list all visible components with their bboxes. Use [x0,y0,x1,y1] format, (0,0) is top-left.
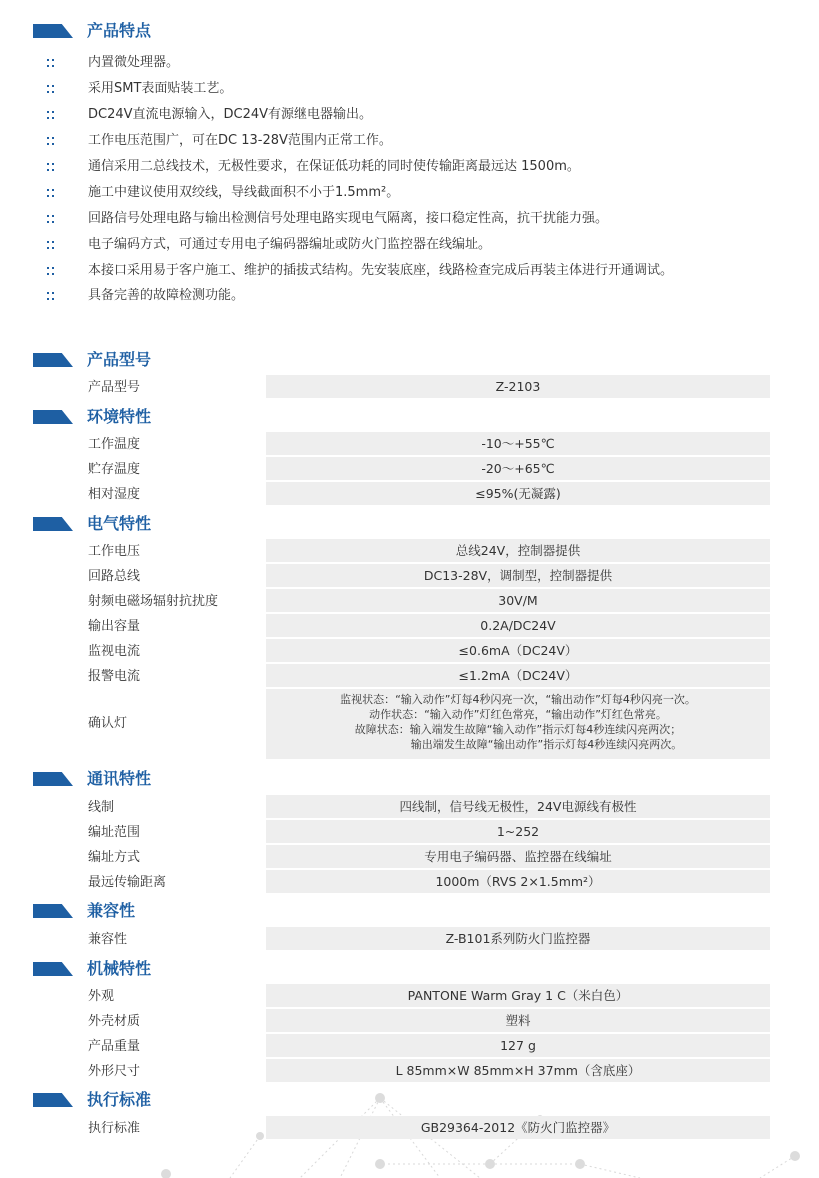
spec-row [0,870,819,895]
spec-label: 报警电流 [88,669,141,684]
feature-text: 回路信号处理电路与输出检测信号处理电路实现电气隔离，接口稳定性高，抗干扰能力强。 [88,211,609,226]
spec-value: Z-2103 [266,375,770,398]
section-header-electrical [33,512,333,536]
bullet-dots-icon [47,59,59,69]
spec-value: 127 g [266,1034,770,1057]
spec-row [0,539,819,564]
spec-row [0,820,819,845]
section-marker-icon [33,24,73,38]
spec-label: 兼容性 [88,932,128,947]
bullet-dots-icon [47,241,59,251]
spec-label: 编址范围 [88,825,141,840]
spec-label: 外观 [88,989,115,1004]
spec-label: 输出容量 [88,619,141,634]
section-header-features [33,19,333,43]
section-marker-icon [33,962,73,976]
spec-row [0,589,819,614]
section-title: 兼容性 [87,901,136,920]
spec-row [0,795,819,820]
indicator-line: 动作状态：“输入动作”灯红色常亮，“输出动作”灯红色常亮。 [369,708,667,721]
indicator-line: 监视状态：“输入动作”灯每4秒闪亮一次，“输出动作”灯每4秒闪亮一次。 [340,693,696,706]
spec-row [0,482,819,507]
spec-value: 专用电子编码器、监控器在线编址 [266,845,770,868]
spec-label: 回路总线 [88,569,141,584]
spec-label: 工作电压 [88,544,141,559]
section-header-mechanical [33,957,333,981]
section-header-environment [33,405,333,429]
spec-row [0,375,819,400]
bullet-dots-icon [47,267,59,277]
section-title: 环境特性 [87,407,152,426]
spec-value: -10～+55℃ [266,432,770,455]
feature-item [0,77,819,101]
spec-label: 线制 [88,800,115,815]
bullet-dots-icon [47,163,59,173]
spec-label: 产品型号 [88,380,141,395]
spec-label: 确认灯 [88,716,128,731]
feature-item [0,155,819,179]
spec-value: 0.2A/DC24V [266,614,770,637]
spec-row [0,845,819,870]
spec-label: 监视电流 [88,644,141,659]
section-marker-icon [33,904,73,918]
bullet-dots-icon [47,137,59,147]
spec-value: PANTONE Warm Gray 1 C（米白色） [266,984,770,1007]
spec-value: 塑料 [266,1009,770,1032]
spec-row [0,639,819,664]
spec-label: 相对湿度 [88,487,141,502]
bullet-dots-icon [47,292,59,302]
spec-label: 编址方式 [88,850,141,865]
bullet-dots-icon [47,85,59,95]
section-title: 电气特性 [87,514,152,533]
feature-item [0,259,819,283]
spec-row [0,457,819,482]
feature-text: 通信采用二总线技术，无极性要求，在保证低功耗的同时使传输距离最远达 1500m。 [88,159,580,174]
section-title: 产品型号 [87,350,152,369]
indicator-line: 故障状态：输入端发生故障“输入动作”指示灯每4秒连续闪亮两次； [354,723,682,736]
spec-row [0,984,819,1009]
spec-row [0,664,819,689]
feature-text: 本接口采用易于客户施工、维护的插拔式结构。先安装底座，线路检查完成后再装主体进行开通调试。 [88,263,674,278]
spec-row [0,564,819,589]
spec-value: -20～+65℃ [266,457,770,480]
section-header-model [33,348,333,372]
feature-text: 具备完善的故障检测功能。 [88,288,245,303]
spec-value: 四线制，信号线无极性，24V电源线有极性 [266,795,770,818]
bullet-dots-icon [47,215,59,225]
spec-label: 贮存温度 [88,462,141,477]
section-marker-icon [33,517,73,531]
bullet-dots-icon [47,189,59,199]
section-title: 通讯特性 [87,769,152,788]
spec-row [0,1034,819,1059]
section-marker-icon [33,1093,73,1107]
section-header-communication [33,767,333,791]
feature-item [0,207,819,231]
spec-value: 1~252 [266,820,770,843]
spec-row [0,927,819,952]
section-marker-icon [33,772,73,786]
feature-text: 工作电压范围广，可在DC 13-28V范围内正常工作。 [88,133,392,148]
spec-label: 射频电磁场辐射抗扰度 [88,594,219,609]
spec-value: 30V/M [266,589,770,612]
feature-item [0,233,819,257]
feature-item [0,103,819,127]
spec-row [0,614,819,639]
spec-label: 产品重量 [88,1039,141,1054]
spec-label: 工作温度 [88,437,141,452]
feature-text: DC24V直流电源输入，DC24V有源继电器输出。 [88,107,373,122]
feature-text: 电子编码方式，可通过专用电子编码器编址或防火门监控器在线编址。 [88,237,492,252]
feature-text: 施工中建议使用双绞线，导线截面积不小于1.5mm²。 [88,185,400,200]
spec-label: 外壳材质 [88,1014,141,1029]
spec-row [0,432,819,457]
spec-value: L 85mm×W 85mm×H 37mm（含底座） [266,1059,770,1082]
spec-value: GB29364-2012《防火门监控器》 [266,1116,770,1139]
section-marker-icon [33,410,73,424]
section-marker-icon [33,353,73,367]
feature-item [0,129,819,153]
feature-item [0,51,819,75]
spec-value: 总线24V，控制器提供 [266,539,770,562]
feature-text: 内置微处理器。 [88,55,180,70]
spec-value: DC13-28V，调制型，控制器提供 [266,564,770,587]
spec-value: ≤1.2mA（DC24V） [266,664,770,687]
spec-row [0,1059,819,1084]
spec-label: 外形尺寸 [88,1064,141,1079]
spec-row [0,1116,819,1141]
feature-item [0,284,819,308]
indicator-line: 输出端发生故障“输出动作”指示灯每4秒连续闪亮两次。 [410,738,683,751]
spec-value: ≤95%(无凝露) [266,482,770,505]
spec-label: 最远传输距离 [88,875,167,890]
spec-value: Z-B101系列防火门监控器 [266,927,770,950]
section-header-standard [33,1088,333,1112]
bullet-dots-icon [47,111,59,121]
section-title: 产品特点 [87,21,152,40]
spec-label: 执行标准 [88,1121,141,1136]
spec-value: 1000m（RVS 2×1.5mm²） [266,870,770,893]
feature-item [0,181,819,205]
feature-text: 采用SMT表面贴装工艺。 [88,81,233,96]
section-title: 机械特性 [87,959,152,978]
section-header-compatibility [33,899,333,923]
indicator-description [266,689,770,759]
spec-row-indicator [0,689,819,761]
spec-row [0,1009,819,1034]
spec-value: ≤0.6mA（DC24V） [266,639,770,662]
section-title: 执行标准 [87,1090,152,1109]
